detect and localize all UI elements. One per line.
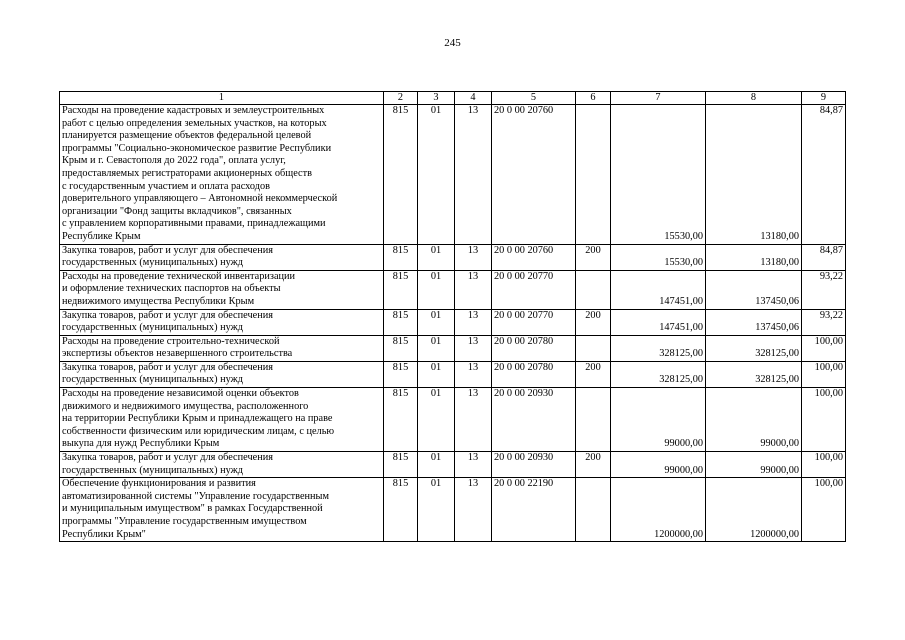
description-line: Закупка товаров, работ и услуг для обеспечения — [62, 361, 273, 373]
executed-amount: 99000,00 — [706, 388, 802, 452]
chapter-code: 815 — [384, 105, 418, 245]
section-code: 01 — [418, 361, 455, 387]
row-description — [60, 388, 384, 452]
expense-type-code: 200 — [576, 244, 611, 270]
description-line: и оформление технических паспортов на объекты — [62, 283, 281, 295]
description-line: выкупа для нужд Республики Крым — [62, 438, 220, 450]
description-line: экспертизы объектов незавершенного строительства — [62, 348, 293, 360]
target-article-code: 20 0 00 22190 — [492, 478, 576, 542]
description-line: недвижимого имущества Республики Крым — [62, 295, 255, 307]
description-line: собственности физическим или юридическим лицам, с целью — [62, 425, 335, 437]
expense-type-code: 200 — [576, 452, 611, 478]
description-line: доверительного управляющего – Автономной некоммерческой — [62, 193, 338, 205]
execution-percent: 100,00 — [802, 335, 846, 361]
table-row — [60, 335, 846, 361]
executed-amount: 1200000,00 — [706, 478, 802, 542]
header-cell-7: 7 — [611, 92, 706, 105]
executed-amount: 13180,00 — [706, 105, 802, 245]
description-line: Расходы на проведение строительно-технической — [62, 335, 280, 347]
row-description — [60, 361, 384, 387]
subsection-code: 13 — [455, 478, 492, 542]
planned-amount: 99000,00 — [611, 388, 706, 452]
row-description — [60, 105, 384, 245]
description-line: государственных (муниципальных) нужд — [62, 322, 243, 334]
executed-amount: 99000,00 — [706, 452, 802, 478]
execution-percent: 84,87 — [802, 105, 846, 245]
executed-amount: 328125,00 — [706, 361, 802, 387]
table-row — [60, 309, 846, 335]
planned-amount: 15530,00 — [611, 244, 706, 270]
target-article-code: 20 0 00 20930 — [492, 452, 576, 478]
planned-amount: 147451,00 — [611, 309, 706, 335]
chapter-code: 815 — [384, 478, 418, 542]
execution-percent: 93,22 — [802, 309, 846, 335]
description-line: Республике Крым — [62, 230, 141, 242]
description-line: предоставляемых регистраторами акционерных обществ — [62, 167, 312, 179]
description-line: программы "Управление государственным имуществом — [62, 516, 307, 527]
header-cell-6: 6 — [576, 92, 611, 105]
description-line: Расходы на проведение технической инвентаризации — [62, 270, 296, 282]
section-code: 01 — [418, 105, 455, 245]
header-cell-4: 4 — [455, 92, 492, 105]
chapter-code: 815 — [384, 388, 418, 452]
description-line: Республики Крым" — [62, 528, 146, 540]
table-row — [60, 361, 846, 387]
description-line: государственных (муниципальных) нужд — [62, 374, 243, 386]
description-line: движимого и недвижимого имущества, расположенного — [62, 400, 309, 412]
subsection-code: 13 — [455, 452, 492, 478]
executed-amount: 13180,00 — [706, 244, 802, 270]
page-number: 245 — [444, 37, 461, 49]
chapter-code: 815 — [384, 270, 418, 309]
chapter-code: 815 — [384, 361, 418, 387]
planned-amount: 1200000,00 — [611, 478, 706, 542]
description-line: Закупка товаров, работ и услуг для обеспечения — [62, 244, 273, 256]
target-article-code: 20 0 00 20770 — [492, 270, 576, 309]
description-line: государственных (муниципальных) нужд — [62, 257, 243, 269]
header-cell-8: 8 — [706, 92, 802, 105]
target-article-code: 20 0 00 20930 — [492, 388, 576, 452]
expense-type-code — [576, 388, 611, 452]
execution-percent: 93,22 — [802, 270, 846, 309]
description-line: Крым и г. Севастополя до 2022 года", оплата услуг, — [62, 155, 286, 167]
execution-percent: 100,00 — [802, 388, 846, 452]
execution-percent: 100,00 — [802, 478, 846, 542]
header-cell-9: 9 — [802, 92, 846, 105]
executed-amount: 328125,00 — [706, 335, 802, 361]
section-code: 01 — [418, 335, 455, 361]
execution-percent: 100,00 — [802, 361, 846, 387]
row-description — [60, 309, 384, 335]
table-row — [60, 452, 846, 478]
section-code: 01 — [418, 244, 455, 270]
chapter-code: 815 — [384, 452, 418, 478]
subsection-code: 13 — [455, 105, 492, 245]
table-row — [60, 478, 846, 542]
target-article-code: 20 0 00 20760 — [492, 244, 576, 270]
description-line: Закупка товаров, работ и услуг для обеспечения — [62, 309, 273, 321]
expense-type-code: 200 — [576, 361, 611, 387]
subsection-code: 13 — [455, 244, 492, 270]
execution-percent: 100,00 — [802, 452, 846, 478]
execution-percent: 84,87 — [802, 244, 846, 270]
table-row — [60, 105, 846, 245]
header-cell-2: 2 — [384, 92, 418, 105]
header-cell-5: 5 — [492, 92, 576, 105]
row-description — [60, 270, 384, 309]
table-row — [60, 244, 846, 270]
target-article-code: 20 0 00 20780 — [492, 335, 576, 361]
subsection-code: 13 — [455, 270, 492, 309]
section-code: 01 — [418, 478, 455, 542]
description-line: Расходы на проведение независимой оценки объектов — [62, 388, 299, 400]
header-cell-3: 3 — [418, 92, 455, 105]
subsection-code: 13 — [455, 309, 492, 335]
row-description — [60, 478, 384, 542]
row-description — [60, 335, 384, 361]
target-article-code: 20 0 00 20760 — [492, 105, 576, 245]
budget-table — [59, 91, 846, 542]
row-description — [60, 452, 384, 478]
description-line: с государственным участием и оплата расходов — [62, 180, 270, 192]
target-article-code: 20 0 00 20770 — [492, 309, 576, 335]
table-row — [60, 270, 846, 309]
description-line: программы "Социально-экономическое развитие Республики — [62, 142, 332, 154]
expense-type-code — [576, 105, 611, 245]
section-code: 01 — [418, 388, 455, 452]
description-line: Расходы на проведение кадастровых и землеустроительных — [62, 105, 325, 116]
chapter-code: 815 — [384, 244, 418, 270]
description-line: государственных (муниципальных) нужд — [62, 464, 243, 476]
planned-amount: 328125,00 — [611, 361, 706, 387]
subsection-code: 13 — [455, 361, 492, 387]
description-line: Закупка товаров, работ и услуг для обеспечения — [62, 452, 273, 464]
planned-amount: 328125,00 — [611, 335, 706, 361]
table-row — [60, 388, 846, 452]
description-line: планируется размещение объектов федеральной целевой — [62, 130, 312, 142]
description-line: с управлением корпоративными правами, принадлежащими — [62, 218, 326, 230]
section-code: 01 — [418, 309, 455, 335]
executed-amount: 137450,06 — [706, 309, 802, 335]
description-line: на территории Республики Крым и принадлежащего на праве — [62, 413, 333, 425]
chapter-code: 815 — [384, 309, 418, 335]
planned-amount: 147451,00 — [611, 270, 706, 309]
description-line: автоматизированной системы "Управление государственным — [62, 490, 329, 502]
expense-type-code — [576, 335, 611, 361]
expense-type-code: 200 — [576, 309, 611, 335]
row-description — [60, 244, 384, 270]
target-article-code: 20 0 00 20780 — [492, 361, 576, 387]
section-code: 01 — [418, 452, 455, 478]
description-line: работ с целью определения земельных участков, на которых — [62, 117, 327, 129]
description-line: Обеспечение функционирования и развития — [62, 478, 256, 490]
expense-type-code — [576, 270, 611, 309]
planned-amount: 99000,00 — [611, 452, 706, 478]
header-cell-1: 1 — [60, 92, 384, 105]
subsection-code: 13 — [455, 335, 492, 361]
section-code: 01 — [418, 270, 455, 309]
header-row — [60, 92, 846, 105]
description-line: организации "Фонд защиты вкладчиков", связанных — [62, 205, 292, 217]
description-line: и муниципальным имуществом" в рамках Государственной — [62, 503, 323, 515]
planned-amount: 15530,00 — [611, 105, 706, 245]
expense-type-code — [576, 478, 611, 542]
chapter-code: 815 — [384, 335, 418, 361]
subsection-code: 13 — [455, 388, 492, 452]
executed-amount: 137450,06 — [706, 270, 802, 309]
